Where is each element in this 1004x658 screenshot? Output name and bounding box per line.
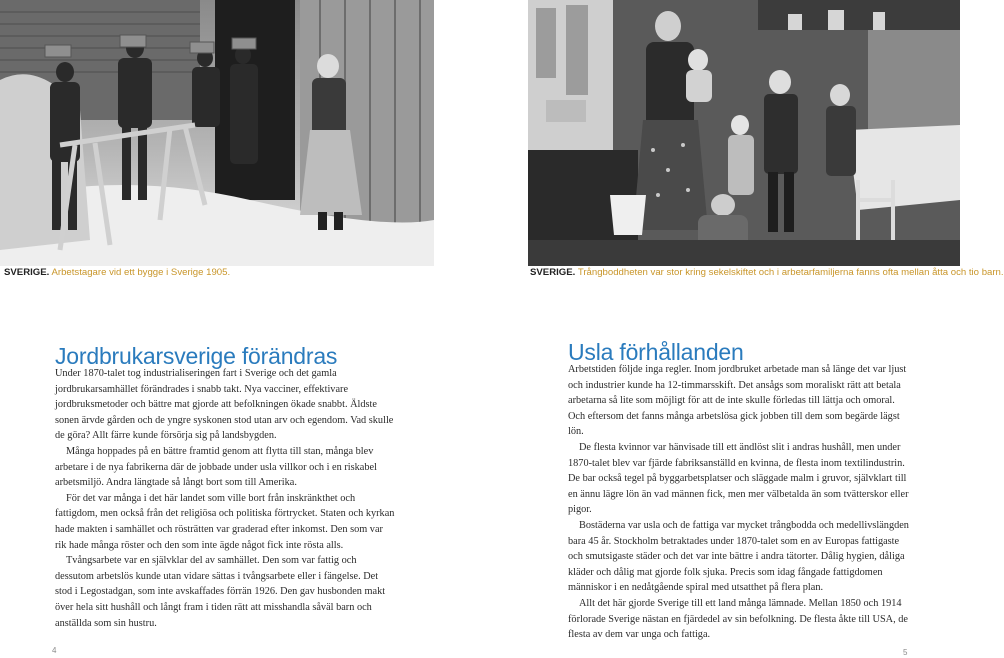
right-section-heading: Usla förhållanden <box>568 339 744 365</box>
paragraph: Allt det här gjorde Sverige till ett land många lämnade. Mellan 1850 och 1914 förlorade Sverige nästan en fjärdedel av sin befolkning. De flesta åkte till USA, de flesta av dem var unga och fattiga. <box>568 597 908 641</box>
paragraph: Under 1870-talet tog industrialiseringen fart i Sverige och det gamla jordbrukarsamhället förändrades i snabb takt. Nya vacciner, effektivare jordbruksmetoder och bättre mat gjorde att befolkningen ökade snabbt. Äldste sonen ärvde gården och de yngre syskonen stod utan arv och egendom. Vad skulle de göra? Allt färre kunde försörja sig på landsbygden. <box>55 368 394 442</box>
page-number-right: 5 <box>903 648 908 657</box>
right-photo-caption <box>530 267 1004 278</box>
caption-country-label: SVERIGE. <box>530 267 576 278</box>
family-kitchen-photo <box>528 0 960 266</box>
page-number-left: 4 <box>52 646 57 655</box>
paragraph: Många hoppades på en bättre framtid genom att flytta till stan, många blev arbetare i de nya fabrikerna där de jobbade under usla villkor och i en riskabel arbetsmiljö. Andra längtade så långt bort som till Amerika. <box>55 445 377 489</box>
left-photo-caption <box>4 267 230 278</box>
caption-country-label: SVERIGE. <box>4 267 50 278</box>
paragraph: Bostäderna var usla och de fattiga var mycket trångbodda och medellivslängden bara 45 år. Stockholm betraktades under 1870-talet som en av Europas fattigaste och smutsigaste städer och det var inte bättre i andra tätorter. Dålig hygien, dåliga kläder och dålig mat gjorde folk sjuka. Precis som idag fångade fattigdomen människor i en nedåtgående spiral med utsatthet på flera plan. <box>568 519 909 594</box>
caption-text: Arbetstagare vid ett bygge i Sverige 1905. <box>51 267 231 278</box>
construction-workers-photo <box>0 0 434 266</box>
paragraph: För det var många i det här landet som ville bort från inskränkthet och fattigdom, men också från det religiösa och politiska förtrycket. Staten och kyrkan hade makten i samhället och rösträtten var graderad efter inkomst. Den som var rik hade många röster och den som inte ägde något fick inte rösta alls. <box>55 492 395 551</box>
left-section-heading: Jordbrukarsverige förändras <box>55 343 338 369</box>
right-column-body <box>568 362 912 643</box>
paragraph: Arbetstiden följde inga regler. Inom jordbruket arbetade man så länge det var ljust och industrier kunde ha 12-timmarsskift. Det ansågs som moraliskt rätt att betala arbetarna så lite som möjligt för att de inte skulle förledas till lättja och omoral. Och eftersom det fanns många arbetslösa gick jobben till dem som begärde lägst lön. <box>568 364 907 438</box>
paragraph: De flesta kvinnor var hänvisade till ett ändlöst slit i andras hushåll, men under 1870-talet blev var fjärde fabriksanställd en kvinna, de flesta inom textilindustrin. De bar också tegel på byggarbetsplatser och släggade malm i gruvor, självklart till en ännu lägre lön än vad männen fick, men mer välbetalda än som tvätterskor eller pigor. <box>568 441 909 516</box>
paragraph: Tvångsarbete var en självklar del av samhället. Den som var fattig och dessutom arbetslös kunde utan vidare sättas i tvångsarbete eller i fängelse. Det stod i Legostadgan, som inte avskaffades förrän 1926. Den gav husbonden makt över hela sitt hushåll och långt fram i tiden rätt att misshandla såväl barn och anställda som sin hustru. <box>55 555 386 629</box>
caption-text: Trångboddheten var stor kring sekelskiftet och i arbetarfamiljerna fanns ofta mellan åtta och tio barn. <box>577 267 1004 278</box>
left-column-body <box>55 366 395 631</box>
